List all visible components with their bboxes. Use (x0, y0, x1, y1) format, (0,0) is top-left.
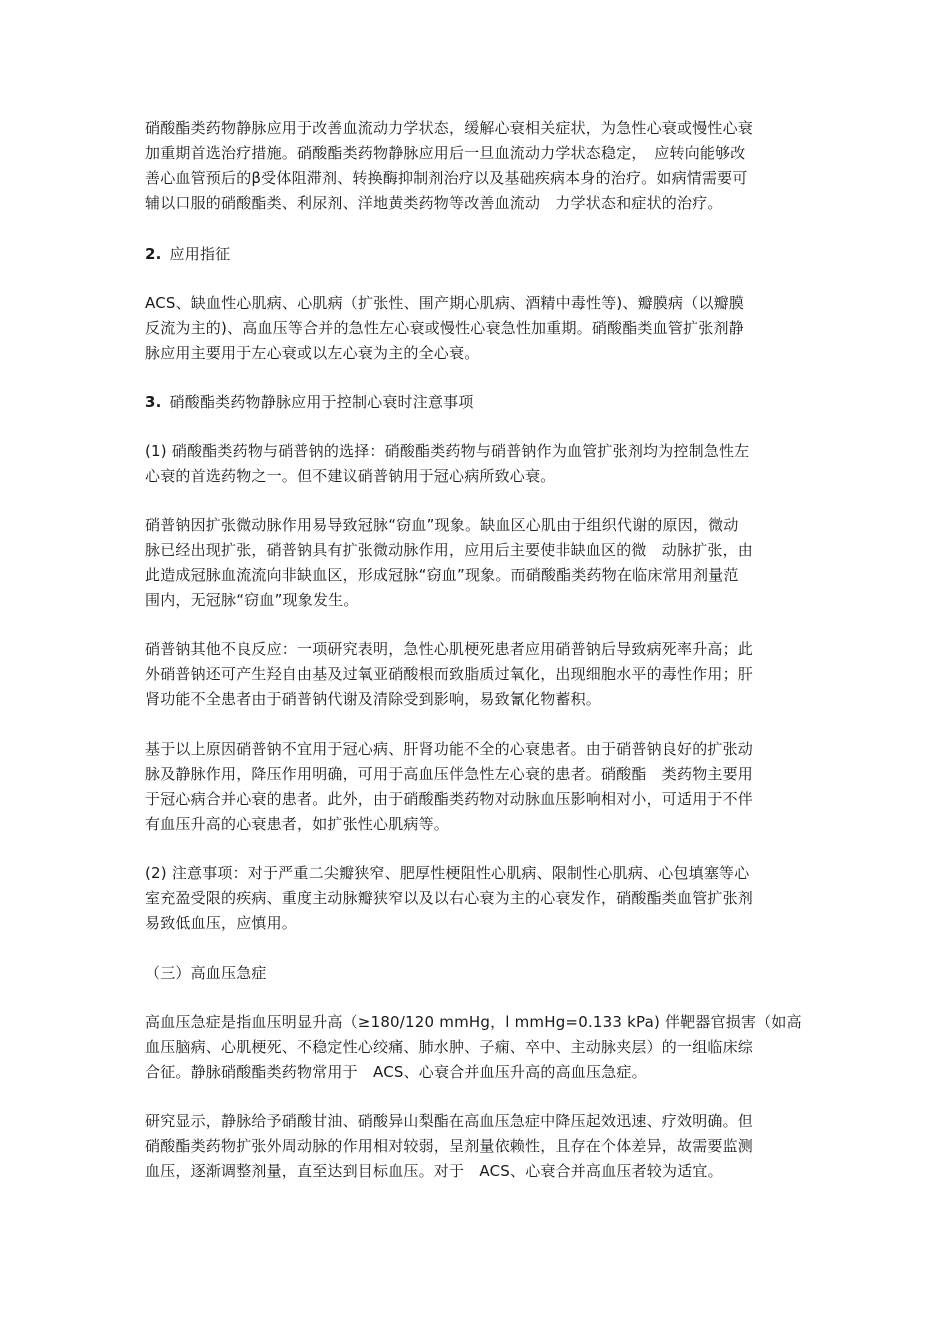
text-line: ACS、缺血性心肌病、心肌病（扩张性、围产期心肌病、酒精中毒性等)、瓣膜病（以瓣膜 (145, 294, 745, 312)
paragraph-precaution-items (145, 861, 810, 936)
text-line: 硝普钠其他不良反应：一项研究表明，急性心肌梗死患者应用硝普钠后导致病死率升高；此 (145, 640, 754, 658)
heading-text: 应用指征 (169, 245, 231, 263)
paragraph-nitrate-intravenous-use (145, 116, 810, 216)
text-line: 有血压升高的心衰患者，如扩张性心肌病等。 (145, 815, 450, 833)
heading-number: 2. (145, 245, 162, 263)
section-heading-precautions (145, 390, 810, 415)
section-heading-hypertensive-emergency (145, 961, 810, 986)
text-line: 心衰的首选药物之一。但不建议硝普钠用于冠心病所致心衰。 (145, 467, 556, 485)
text-line: 血压，逐渐调整剂量，直至达到目标血压。对于 ACS、心衰合并高血压者较为适宜。 (145, 1162, 723, 1180)
text-line: 脉及静脉作用，降压作用明确，可用于高血压伴急性左心衰的患者。硝酸酯 类药物主要用 (145, 765, 754, 783)
paragraph-nitrate-vs-nitroprusside (145, 439, 810, 489)
text-line: 辅以口服的硝酸酯类、利尿剂、洋地黄类药物等改善血流动 力学状态和症状的治疗。 (145, 194, 723, 212)
text-line: 反流为主的)、高血压等合并的急性左心衰或慢性心衰急性加重期。硝酸酯类血管扩张剂静 (145, 319, 744, 337)
heading-text: 硝酸酯类药物静脉应用于控制心衰时注意事项 (169, 393, 474, 411)
paragraph-nitroprusside-adverse (145, 637, 810, 712)
text-line: 此造成冠脉血流流向非缺血区，形成冠脉“窃血”现象。而硝酸酯类药物在临床常用剂量范 (145, 566, 739, 584)
text-line: 于冠心病合并心衰的患者。此外，由于硝酸酯类药物对动脉血压影响相对小，可适用于不伴 (145, 790, 754, 808)
text-line: 肾功能不全患者由于硝普钠代谢及清除受到影响，易致氰化物蓄积。 (145, 690, 602, 708)
paragraph-coronary-steal (145, 513, 810, 613)
text-line: 脉已经出现扩张，硝普钠具有扩张微动脉作用，应用后主要使非缺血区的微 动脉扩张，由 (145, 541, 754, 559)
text-line: 易致低血压，应慎用。 (145, 914, 298, 932)
text-line: 研究显示，静脉给予硝酸甘油、硝酸异山梨酯在高血压急症中降压起效迅速、疗效明确。但 (145, 1112, 754, 1130)
text-line: 外硝普钠还可产生羟自由基及过氧亚硝酸根而致脂质过氧化，出现细胞水平的毒性作用；肝 (145, 665, 754, 683)
text-line: 围内，无冠脉“窃血”现象发生。 (145, 591, 359, 609)
paragraph-indications (145, 291, 810, 366)
text-line: 高血压急症是指血压明显升高（≥180/120 mmHg，l mmHg=0.133 kPa) 伴靶器官损害（如高 (145, 1013, 802, 1031)
text-line: 合征。静脉硝酸酯类药物常用于 ACS、心衰合并血压升高的高血压急症。 (145, 1063, 647, 1081)
heading-number: 3. (145, 393, 162, 411)
text-line: 加重期首选治疗措施。硝酸酯类药物静脉应用后一旦血流动力学状态稳定， 应转向能够改 (145, 144, 746, 162)
text-line: 基于以上原因硝普钠不宜用于冠心病、肝肾功能不全的心衰患者。由于硝普钠良好的扩张动 (145, 740, 754, 758)
text-line: (2) 注意事项：对于严重二尖瓣狭窄、肥厚性梗阻性心肌病、限制性心肌病、心包填塞等心 (145, 864, 750, 882)
heading-text: （三）高血压急症 (145, 964, 267, 982)
text-line: (1) 硝酸酯类药物与硝普钠的选择：硝酸酯类药物与硝普钠作为血管扩张剂均为控制急性左 (145, 442, 750, 460)
text-line: 脉应用主要用于左心衰或以左心衰为主的全心衰。 (145, 344, 480, 362)
paragraph-hypertensive-emergency-definition (145, 1010, 810, 1085)
section-heading-indications (145, 242, 810, 267)
paragraph-conclusion (145, 737, 810, 837)
text-line: 硝酸酯类药物扩张外周动脉的作用相对较弱，呈剂量依赖性，且存在个体差异，故需要监测 (145, 1137, 754, 1155)
text-line: 硝普钠因扩张微动脉作用易导致冠脉“窃血”现象。缺血区心肌由于组织代谢的原因，微动 (145, 516, 739, 534)
paragraph-research-findings (145, 1109, 810, 1184)
text-line: 硝酸酯类药物静脉应用于改善血流动力学状态，缓解心衰相关症状，为急性心衰或慢性心衰 (145, 119, 754, 137)
text-line: 血压脑病、心肌梗死、不稳定性心绞痛、肺水肿、子痫、卒中、主动脉夹层）的一组临床综 (145, 1038, 754, 1056)
text-line: 善心血管预后的β受体阻滞剂、转换酶抑制剂治疗以及基础疾病本身的治疗。如病情需要可 (145, 169, 748, 187)
text-line: 室充盈受限的疾病、重度主动脉瓣狭窄以及以右心衰为主的心衰发作，硝酸酯类血管扩张剂 (145, 889, 754, 907)
